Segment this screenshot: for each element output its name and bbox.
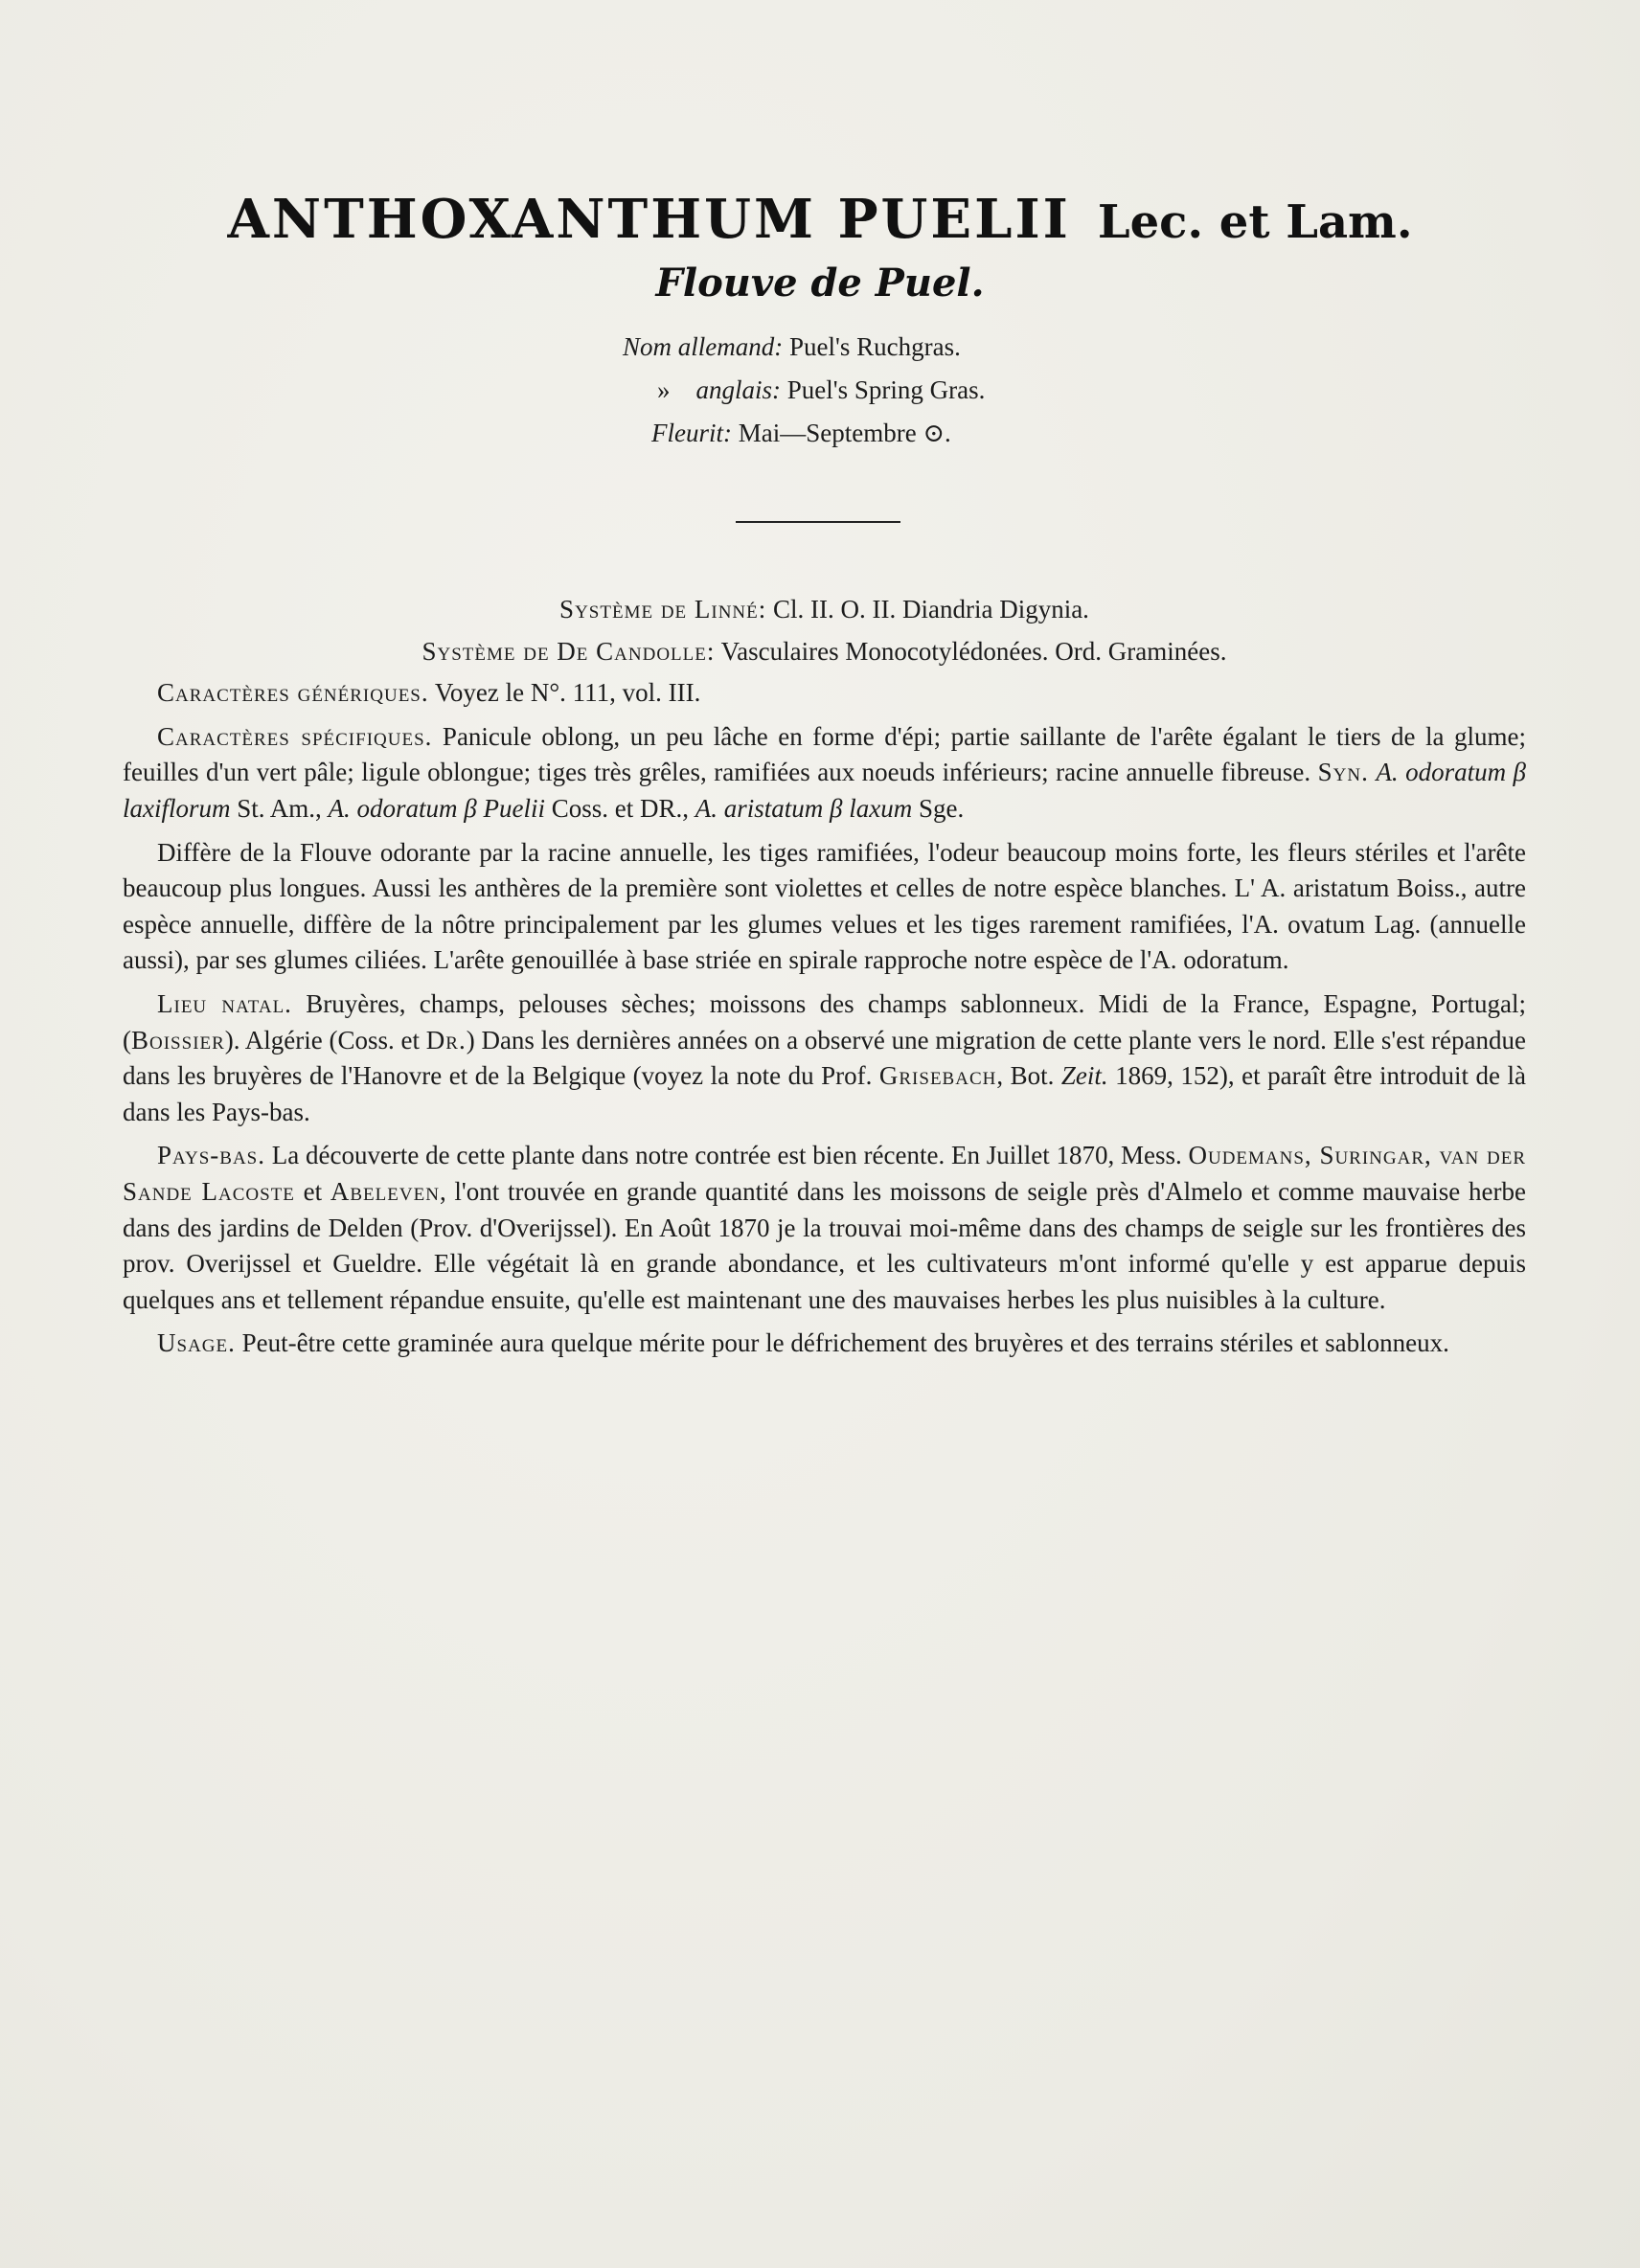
candolle-system bbox=[123, 634, 1526, 670]
specific-characters bbox=[123, 719, 1526, 828]
habitat-label: Lieu natal. bbox=[157, 988, 292, 1018]
paysbas-label: Pays-bas. bbox=[157, 1141, 265, 1170]
habitat-text-2: ). Algérie (Coss. et bbox=[224, 1025, 426, 1055]
generic-label: Caractères génériques. bbox=[157, 678, 429, 708]
german-name-label: Nom allemand: bbox=[623, 332, 784, 361]
flowering-row bbox=[623, 412, 1197, 455]
french-common-name: Flouve de Puel. bbox=[655, 261, 985, 306]
usage-text: Peut-être cette graminée aura quelque mérite pour le défrichement des bruyères et des terrains stériles et sablonneux. bbox=[241, 1328, 1449, 1358]
german-name-value: Puel's Ruchgras. bbox=[788, 332, 961, 361]
synonym-2: A. odoratum β Puelii bbox=[328, 793, 545, 823]
paysbas-abeleven: Abeleven bbox=[330, 1176, 440, 1206]
generic-characters bbox=[123, 675, 1526, 712]
habitat-text-3: ) Dans les dernières années on a observé une migration de cette plante vers le nord. Elle s'est répandue dans les bruyères de l'Hanovre et de la Belgique (voyez la note du Prof. bbox=[123, 1025, 1526, 1091]
synonym-1: A. odoratum β laxiflorum bbox=[123, 758, 1527, 823]
habitat-text-5: 1869, 152), et paraît être introduit de là dans les Pays-bas. bbox=[123, 1061, 1526, 1126]
linne-label: Système de Linné: bbox=[559, 595, 767, 624]
species-title bbox=[0, 188, 1640, 251]
usage-paragraph bbox=[123, 1326, 1526, 1362]
flowering-value: Mai—Septembre ⊙. bbox=[738, 419, 951, 447]
paysbas-names: Oudemans, Suringar, van der Sande Lacoste bbox=[123, 1141, 1526, 1206]
candolle-text: Vasculaires Monocotylédonées. Ord. Graminées. bbox=[720, 636, 1227, 666]
paysbas-text-2: et bbox=[294, 1176, 330, 1206]
linne-system bbox=[123, 592, 1526, 628]
synonym-3: A. aristatum β laxum bbox=[695, 793, 913, 823]
paysbas-text-3: , l'ont trouvée en grande quantité dans les moissons de seigle près d'Almelo et comme mauvaise herbe dans des jardins de Delden (Prov. d'Overijssel). En Août 1870 je la trouvai moi-même dans des champs de seigle sur les frontières des prov. Overijssel et Gueldre. Elle végétait là en grande abondance, et les cultivateurs m'ont informé qu'elle y est apparue depuis quelques ans et tellement répandue ensuite, qu'elle est maintenant une des mauvaises herbes les plus nuisibles à la culture. bbox=[123, 1176, 1526, 1314]
usage-label: Usage. bbox=[157, 1328, 236, 1358]
habitat-boissier: Boissier bbox=[131, 1025, 225, 1055]
paysbas-paragraph bbox=[123, 1138, 1526, 1318]
ditto-mark: » bbox=[657, 375, 671, 404]
description-body bbox=[123, 592, 1526, 1370]
synonym-3-authority: Sge. bbox=[918, 793, 965, 823]
paysbas-text-1: La découverte de cette plante dans notre contrée est bien récente. En Juillet 1870, Mess. bbox=[271, 1141, 1189, 1170]
german-name-row bbox=[623, 326, 1197, 369]
specific-text: Panicule oblong, un peu lâche en forme d'épi; partie saillante de l'arête égalant le tiers de la glume; feuilles d'un vert pâle; ligule oblongue; tiges très grêles, ramifiées aux noeuds inférieurs; racine annuelle fibreuse. bbox=[123, 721, 1526, 787]
separator-rule bbox=[736, 521, 900, 523]
synonym-2-authority: Coss. et DR., bbox=[551, 793, 689, 823]
syn-label: Syn. bbox=[1317, 758, 1369, 787]
flowering-label: Fleurit: bbox=[651, 419, 732, 447]
habitat-paragraph bbox=[123, 987, 1526, 1130]
differences-paragraph: Diffère de la Flouve odorante par la racine annuelle, les tiges ramifiées, l'odeur beaucoup moins forte, les fleurs stériles et l'arête beaucoup plus longues. Aussi les anthères de la première sont violettes et celles de notre espèce blanches. L' A. aristatum Boiss., autre espèce annuelle, diffère de la nôtre principalement par les glumes velues et les tiges rarement ramifiées, l'A. ovatum Lag. (annuelle aussi), par ses glumes ciliées. L'arête genouillée à base striée en spirale rapproche notre espèce de l'A. odoratum. bbox=[123, 837, 1526, 975]
habitat-text-1: Bruyères, champs, pelouses sèches; moissons des champs sablonneux. Midi de la France, Espagne, Portugal; ( bbox=[123, 988, 1527, 1055]
habitat-zeit: Zeit. bbox=[1060, 1061, 1108, 1091]
linne-text: Cl. II. O. II. Diandria Digynia. bbox=[773, 595, 1089, 624]
english-name-value: Puel's Spring Gras. bbox=[786, 375, 986, 404]
english-name-row bbox=[623, 369, 1197, 412]
english-name-label: anglais: bbox=[695, 375, 782, 404]
common-names-block bbox=[623, 326, 1197, 455]
habitat-dr: Dr. bbox=[425, 1025, 467, 1055]
habitat-text-4: , Bot. bbox=[996, 1061, 1061, 1091]
synonym-1-authority: St. Am., bbox=[237, 793, 322, 823]
habitat-grisebach: Grisebach bbox=[878, 1061, 997, 1091]
generic-text: Voyez le N°. 111, vol. III. bbox=[434, 678, 701, 708]
candolle-label: Système de De Candolle: bbox=[421, 636, 716, 666]
specific-label: Caractères spécifiques. bbox=[157, 721, 433, 751]
species-authority: Lec. et Lam. bbox=[1097, 195, 1413, 249]
species-name: ANTHOXANTHUM PUELII bbox=[227, 188, 1071, 251]
